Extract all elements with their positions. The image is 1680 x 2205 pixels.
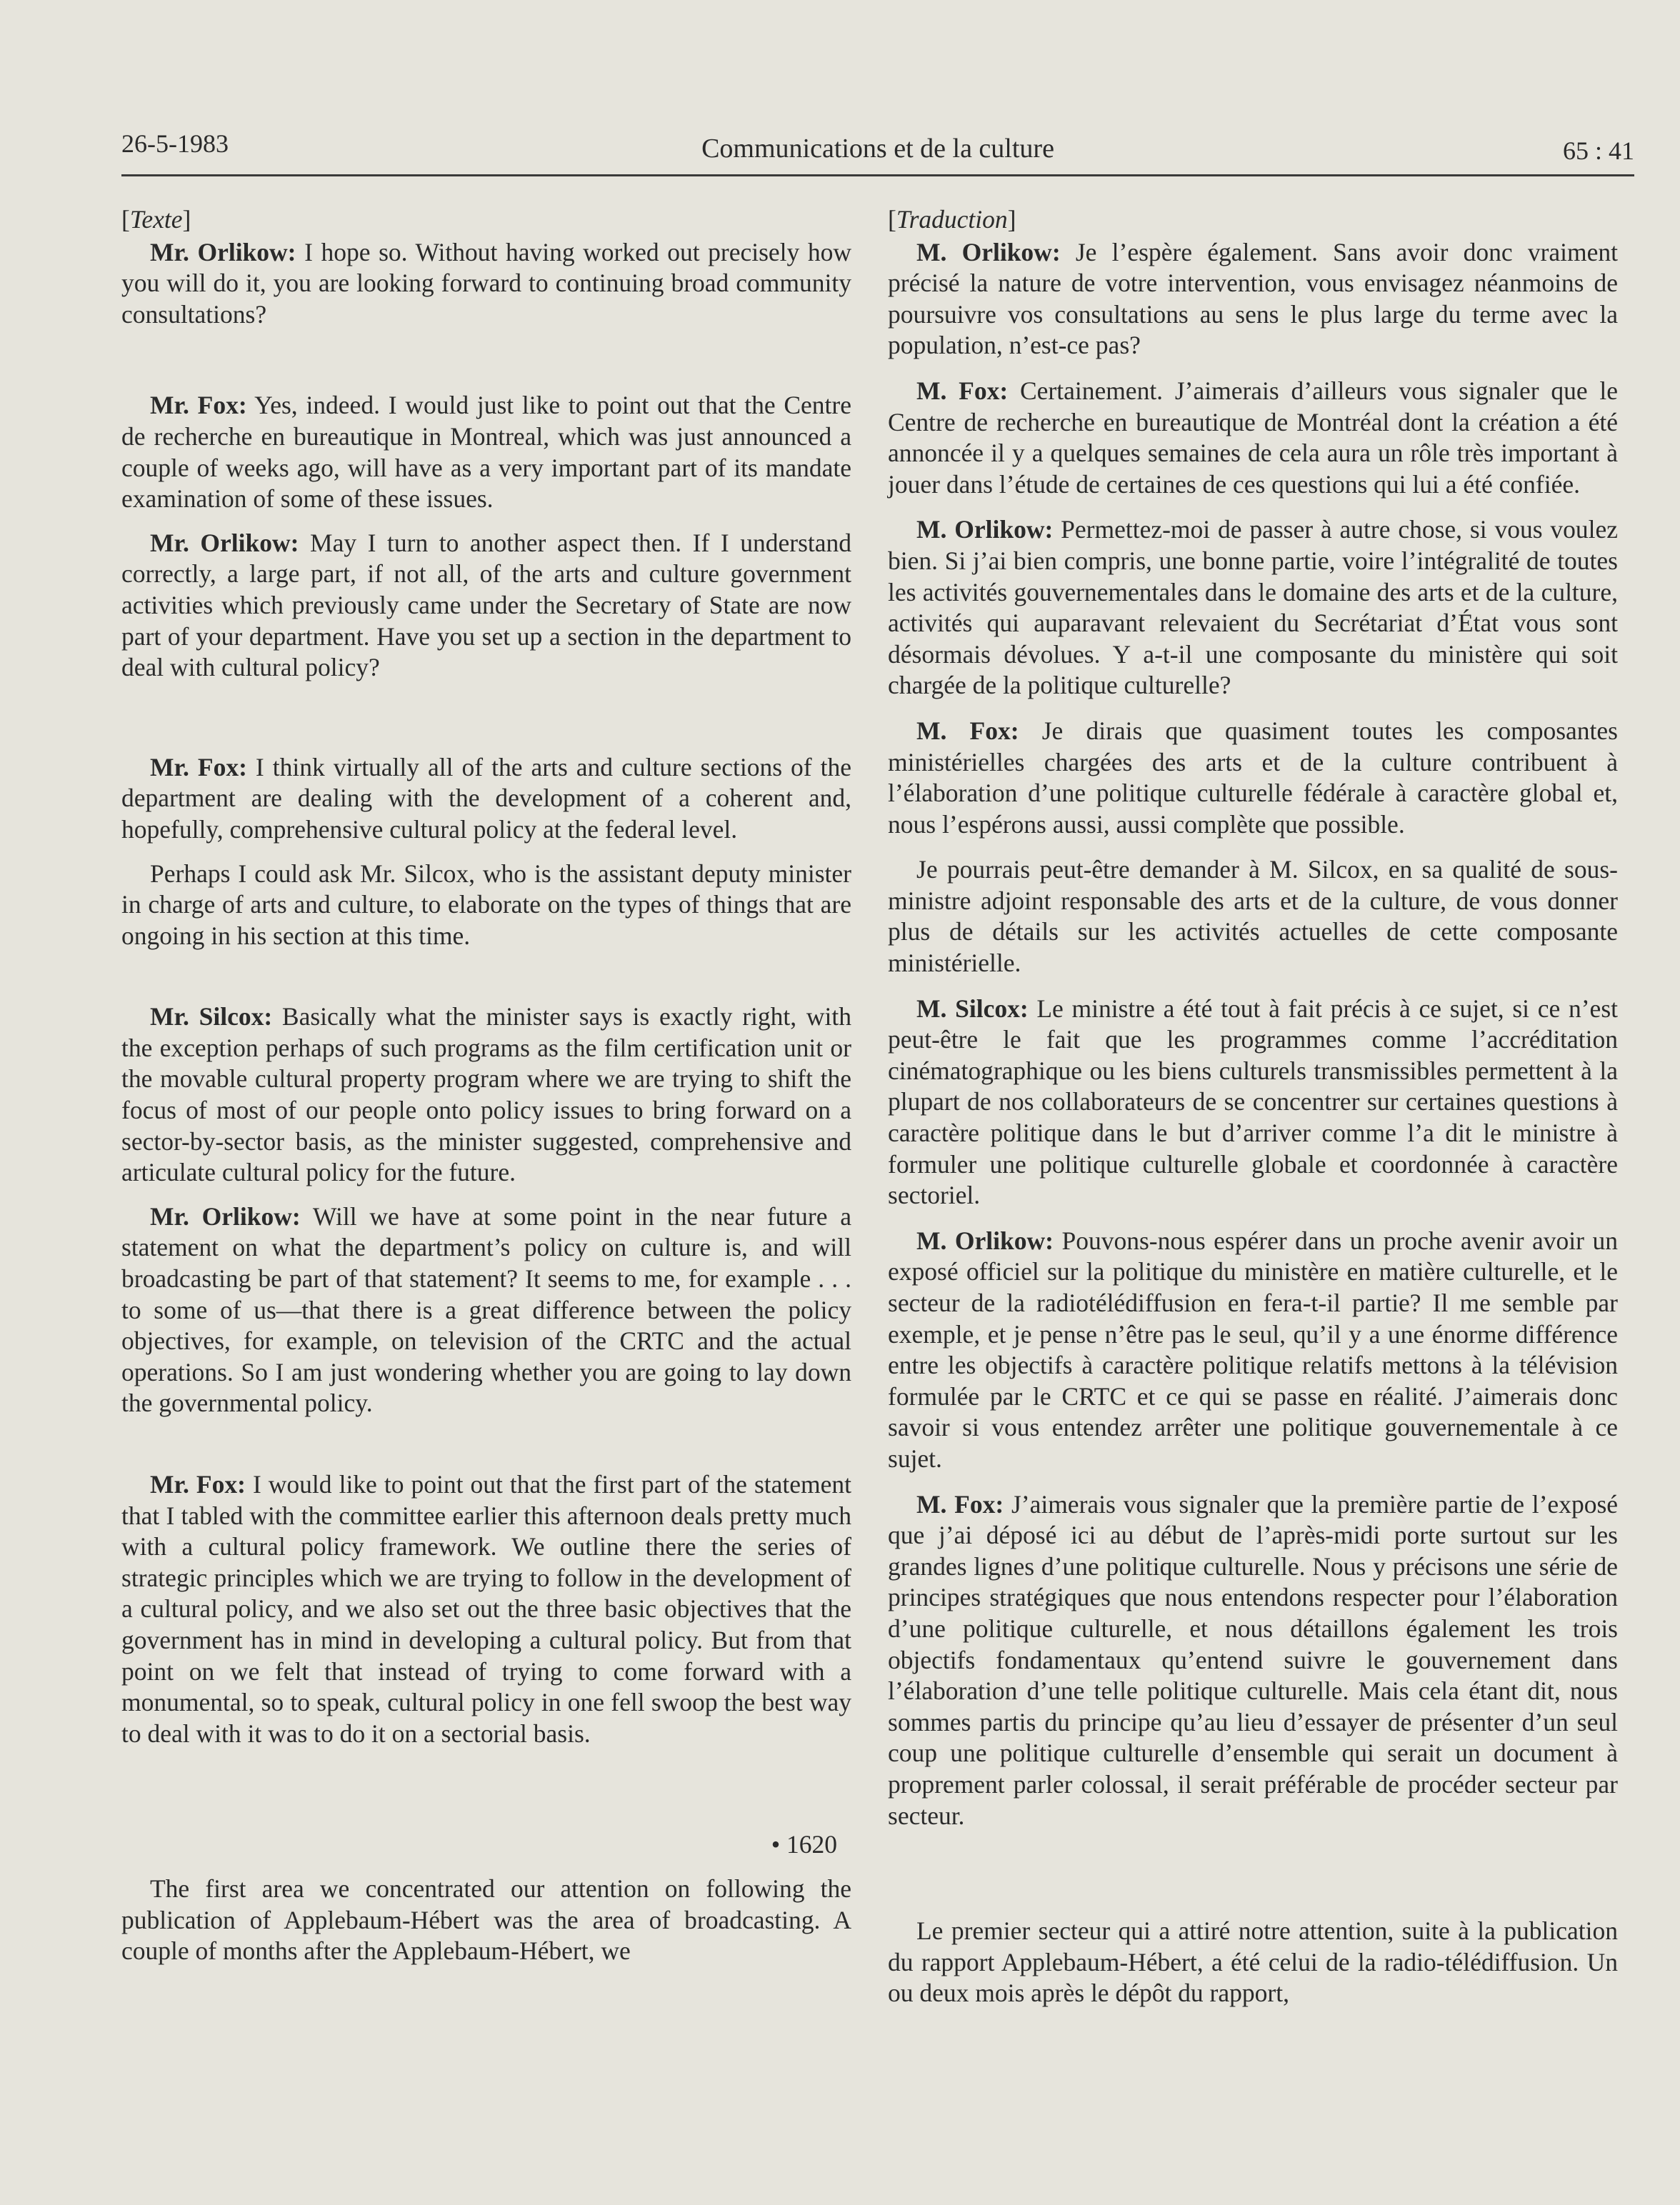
header-title: Communications et de la culture	[701, 134, 1054, 164]
speaker-name: Mr. Orlikow:	[150, 1201, 301, 1231]
speaker-name: Mr. Orlikow:	[150, 528, 299, 557]
paragraph	[121, 752, 851, 846]
header-page-number: 65 : 41	[1562, 136, 1634, 165]
paragraph-text: Le ministre a été tout à fait précis à ce sujet, si ce n’est peut-être le fait que les programmes comme l’accréditation cinématographique ou les biens culturels transmissibles permettent à la plupart de nos collaborateurs de se concentrer sur certaines questions à caractère politique dans le but d’arriver comme l’a dit le ministre à formuler une politique culturelle globale et coordonnée à caractère sectoriel.	[888, 994, 1618, 1210]
header-date: 26-5-1983	[121, 129, 229, 158]
paragraph	[121, 528, 851, 684]
paragraph-text: Perhaps I could ask Mr. Silcox, who is the assistant deputy minister in charge of arts and culture, to elaborate on the types of things that are ongoing in his section at this time.	[121, 859, 851, 950]
paragraph	[121, 1201, 851, 1419]
paragraph	[121, 1874, 851, 1967]
paragraph	[121, 859, 851, 952]
paragraph-text: J’aimerais vous signaler que la première partie de l’exposé que j’ai déposé ici au début de l’après-midi porte surtout sur les grandes lignes d’une politique culturelle. Nous y précisons une série de principes stratégiques que nous entendons respecter pour l’élaboration d’une politique culturelle, et nous détaillons également les trois objectifs fondamentaux qu’entend suivre le gouvernement dans l’élaboration d’une telle politique culturelle. Mais cela étant dit, nous sommes partis du principe qu’au lieu d’essayer de présenter d’un seul coup une politique culturelle d’ensemble qui serait un document à proprement parler colossal, il serait préférable de procéder secteur par secteur.	[888, 1489, 1619, 1830]
speaker-name: M. Silcox:	[916, 994, 1029, 1023]
speaker-name: Mr. Fox:	[150, 752, 247, 781]
paragraph	[888, 1226, 1618, 1475]
speaker-name: Mr. Fox:	[150, 391, 247, 420]
paragraph-text: Certainement. J’aimerais d’ailleurs vous signaler que le Centre de recherche en bureautique de Montréal dont la création a été annoncée il y a quelques semaines de cela aura un rôle très important à jouer dans l’étude de certaines de ces questions qui lui a été confiée.	[888, 376, 1618, 499]
paragraph-text: Will we have at some point in the near future a statement on what the department’s policy on culture is, and will broadcasting be part of that statement? It seems to me, for example . . . to some of us—that there is a great difference between the policy objectives, for example, on television of the CRTC and the actual operations. So I am just wondering whether you are going to lay down the governmental policy.	[121, 1201, 852, 1418]
paragraph-text: I think virtually all of the arts and culture sections of the department are dealing with the development of a coherent and, hopefully, comprehensive cultural policy at the federal level.	[121, 752, 851, 844]
paragraph	[888, 1489, 1618, 1832]
speaker-name: M. Orlikow:	[916, 1226, 1054, 1255]
paragraph	[121, 1469, 851, 1749]
speaker-name: M. Orlikow:	[916, 515, 1054, 544]
paragraph-text: Je dirais que quasiment toutes les composantes ministérielles chargées des arts et de la culture contribuent à l’élaboration d’une politique culturelle fédérale à caractère global et, nous l’espérons aussi, aussi complète que possible.	[888, 716, 1618, 839]
paragraph	[888, 514, 1618, 701]
page-header	[121, 129, 1634, 176]
paragraph	[888, 237, 1618, 361]
speaker-name: Mr. Fox:	[150, 1470, 246, 1499]
paragraph-text: The first area we concentrated our attention on following the publication of Applebaum-Hébert was the area of broadcasting. A couple of months after the Applebaum-Hébert, we	[121, 1874, 851, 1966]
paragraph	[888, 854, 1618, 979]
paragraph-text: Pouvons-nous espérer dans un proche avenir avoir un exposé officiel sur la politique du ministère en matière culturelle, et le secteur de la radiotélédiffusion en fera-t-il partie? Il me semble par exemple, et je pense n’être pas le seul, qu’il y a une énorme différence entre les objectifs à caractère politique relatifs mettons à la télévision formulée par le CRTC et ce qui se passe en réalité. J’aimerais donc savoir si vous entendez arrêter une politique gouvernementale à ce sujet.	[888, 1226, 1618, 1473]
speaker-name: M. Fox:	[916, 716, 1019, 745]
paragraph-text: Le premier secteur qui a attiré notre attention, suite à la publication du rapport Applebaum-Hébert, a été celui de la radio-télédiffusion. Un ou deux mois après le dépôt du rapport,	[888, 1916, 1618, 2008]
speaker-name: Mr. Orlikow:	[150, 237, 296, 266]
paragraph-text: Je l’espère également. Sans avoir donc vraiment précisé la nature de votre intervention, vous envisagez néanmoins de poursuivre vos consultations au sens le plus large du terme avec la population, n’est-ce pas?	[888, 237, 1619, 360]
section-label-texte: [Texte]	[121, 205, 191, 234]
french-column	[888, 204, 1618, 2009]
paragraph	[121, 1001, 851, 1189]
speaker-name: M. Fox:	[916, 1489, 1004, 1519]
paragraph	[888, 1916, 1618, 2009]
paragraph-text: Yes, indeed. I would just like to point out that the Centre de recherche en bureautique in Montreal, which was just announced a couple of weeks ago, will have as a very important part of its mandate examination of some of these issues.	[121, 391, 851, 514]
paragraph-text: Permettez-moi de passer à autre chose, si vous voulez bien. Si j’ai bien compris, une bonne partie, voire l’intégralité de toutes les activités gouvernementales dans le domaine des arts et de la culture, activités qui auparavant relevaient du Secrétariat d’État vous sont désormais dévolues. Y a-t-il une composante du ministère qui soit chargée de la politique culturelle?	[888, 515, 1618, 700]
paragraph	[121, 390, 851, 514]
paragraph	[888, 994, 1618, 1211]
english-column	[121, 204, 851, 1967]
paragraph-text: May I turn to another aspect then. If I understand correctly, a large part, if not all, of the arts and culture government activities which previously came under the Secretary of State are now part of your department. Have you set up a section in the department to deal with cultural policy?	[121, 528, 851, 682]
paragraph	[121, 237, 851, 331]
paragraph-text: Je pourrais peut-être demander à M. Silcox, en sa qualité de sous-ministre adjoint responsable des arts et de la culture, de vous donner plus de détails sur les activités actuelles de cette composante ministérielle.	[888, 855, 1618, 978]
paragraph-text: Basically what the minister says is exactly right, with the exception perhaps of such programs as the film certification unit or the movable cultural property program where we are trying to shift the focus of most of our people onto policy issues to bring forward on a sector-by-sector basis, as the minister suggested, comprehensive and articulate cultural policy for the future.	[121, 1002, 851, 1187]
time-marker: • 1620	[771, 1830, 837, 1859]
speaker-name: M. Orlikow:	[916, 237, 1061, 266]
paragraph-text: I would like to point out that the first part of the statement that I tabled with the committee earlier this afternoon deals pretty much with a cultural policy framework. We outline there the series of strategic principles which we are trying to follow in the development of a cultural policy, and we also set out the three basic objectives that the government has in mind in developing a cultural policy. But from that point on we felt that instead of trying to come forward with a monumental, so to speak, cultural policy in one fell swoop the best way to deal with it was to do it on a sectorial basis.	[121, 1470, 851, 1748]
paragraph	[888, 376, 1618, 500]
paragraph	[888, 716, 1618, 840]
speaker-name: M. Fox:	[916, 376, 1009, 405]
speaker-name: Mr. Silcox:	[150, 1002, 273, 1031]
paragraph-text: I hope so. Without having worked out precisely how you will do it, you are looking forward to continuing broad community consultations?	[121, 237, 851, 329]
section-label-traduction: [Traduction]	[888, 205, 1016, 234]
